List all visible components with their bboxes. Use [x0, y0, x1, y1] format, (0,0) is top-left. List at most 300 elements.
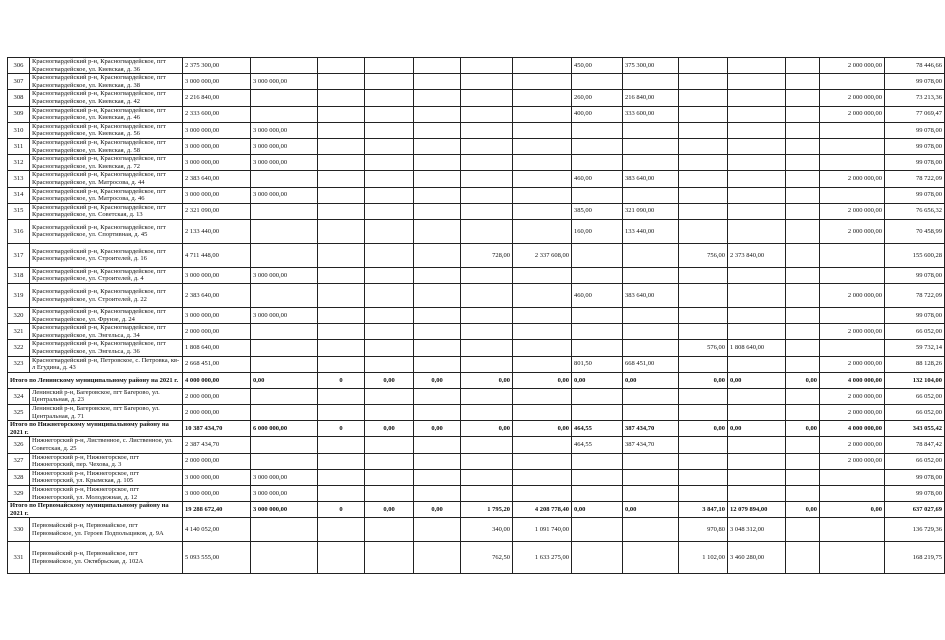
- cell-c7: 0,00: [572, 502, 623, 518]
- cell-c9: [679, 284, 728, 308]
- cell-c2b: [318, 58, 365, 74]
- cell-c12: [820, 138, 885, 154]
- cell-c8: [623, 308, 679, 324]
- cell-c1: 4 000 000,00: [183, 372, 251, 388]
- cell-c7: [572, 405, 623, 421]
- table-row: [8, 187, 945, 203]
- cell-c8: [623, 388, 679, 404]
- cell-c6: [513, 74, 572, 90]
- cell-c9: [679, 74, 728, 90]
- cell-c5: [461, 356, 513, 372]
- cell-c8: [623, 453, 679, 469]
- cell-c8: [623, 405, 679, 421]
- cell-c6: [513, 219, 572, 243]
- cell-c3: [365, 219, 414, 243]
- cell-c1: 3 000 000,00: [183, 138, 251, 154]
- cell-c8: [623, 542, 679, 574]
- cell-c12: 2 000 000,00: [820, 405, 885, 421]
- cell-c7: 450,00: [572, 58, 623, 74]
- cell-c1: 2 000 000,00: [183, 405, 251, 421]
- cell-c13: 155 600,28: [885, 243, 945, 267]
- total-label: Итого по Нижнегорскому муниципальному району на 2021 г.: [8, 421, 183, 437]
- cell-c13: 99 078,00: [885, 469, 945, 485]
- cell-c12: [820, 155, 885, 171]
- cell-c8: [623, 138, 679, 154]
- cell-c2: 0,00: [251, 372, 318, 388]
- cell-c2: 3 000 000,00: [251, 74, 318, 90]
- cell-c5: [461, 324, 513, 340]
- cell-c7: [572, 155, 623, 171]
- cell-c13: 99 078,00: [885, 122, 945, 138]
- cell-c11: [786, 388, 820, 404]
- cell-c7: [572, 74, 623, 90]
- cell-c2b: [318, 437, 365, 453]
- cell-c12: [820, 542, 885, 574]
- cell-c6: [513, 469, 572, 485]
- cell-c1: 19 288 672,40: [183, 502, 251, 518]
- cell-c3: [365, 203, 414, 219]
- cell-c11: [786, 284, 820, 308]
- table-row: [8, 90, 945, 106]
- cell-c12: [820, 243, 885, 267]
- cell-c3: [365, 324, 414, 340]
- cell-c6: 2 337 608,00: [513, 243, 572, 267]
- cell-c1: 2 375 300,00: [183, 58, 251, 74]
- cell-c10: [728, 485, 786, 501]
- cell-c5: 0,00: [461, 372, 513, 388]
- cell-c6: [513, 106, 572, 122]
- cell-c6: [513, 58, 572, 74]
- cell-c8: 0,00: [623, 502, 679, 518]
- cell-c12: [820, 74, 885, 90]
- cell-c1: 1 808 640,00: [183, 340, 251, 356]
- cell-c6: [513, 324, 572, 340]
- cell-c12: 2 000 000,00: [820, 203, 885, 219]
- cell-c2b: [318, 267, 365, 283]
- cell-c1: 2 333 600,00: [183, 106, 251, 122]
- cell-c5: 0,00: [461, 421, 513, 437]
- cell-c1: 2 668 451,00: [183, 356, 251, 372]
- cell-c2: [251, 356, 318, 372]
- cell-c3: [365, 284, 414, 308]
- cell-c13: 78 847,42: [885, 437, 945, 453]
- cell-c8: 387 434,70: [623, 421, 679, 437]
- cell-c8: [623, 485, 679, 501]
- cell-c4: 0,00: [414, 502, 461, 518]
- cell-c2b: [318, 324, 365, 340]
- cell-c3: [365, 388, 414, 404]
- cell-c2b: [318, 453, 365, 469]
- row-number: 309: [8, 106, 30, 122]
- cell-c13: 66 052,00: [885, 453, 945, 469]
- cell-c9: [679, 324, 728, 340]
- cell-c4: [414, 469, 461, 485]
- cell-c2b: [318, 90, 365, 106]
- table-row: [8, 171, 945, 187]
- row-number: 323: [8, 356, 30, 372]
- cell-c2b: 0: [318, 502, 365, 518]
- address-cell: Красногвардейский р-н, Красногвардейское, пгт Красногвардейское, ул. Строителей, д. 4: [30, 267, 183, 283]
- cell-c13: 99 078,00: [885, 485, 945, 501]
- cell-c9: 0,00: [679, 421, 728, 437]
- cell-c11: [786, 324, 820, 340]
- cell-c7: [572, 388, 623, 404]
- cell-c11: [786, 138, 820, 154]
- cell-c2b: [318, 356, 365, 372]
- cell-c11: [786, 155, 820, 171]
- row-number: 306: [8, 58, 30, 74]
- address-cell: Нижнегорский р-н, Нижнегорское, пгт Нижнегорский, пер. Чехова, д. 3: [30, 453, 183, 469]
- cell-c9: [679, 219, 728, 243]
- cell-c9: [679, 155, 728, 171]
- cell-c8: 375 300,00: [623, 58, 679, 74]
- cell-c13: 59 732,14: [885, 340, 945, 356]
- cell-c12: [820, 267, 885, 283]
- cell-c5: [461, 437, 513, 453]
- cell-c6: 1 091 740,00: [513, 518, 572, 542]
- table-row: [8, 203, 945, 219]
- cell-c12: 2 000 000,00: [820, 388, 885, 404]
- cell-c13: 637 027,69: [885, 502, 945, 518]
- cell-c5: [461, 58, 513, 74]
- cell-c10: [728, 90, 786, 106]
- cell-c8: 0,00: [623, 372, 679, 388]
- cell-c2b: [318, 187, 365, 203]
- cell-c2b: [318, 122, 365, 138]
- cell-c12: [820, 340, 885, 356]
- total-row: [8, 372, 945, 388]
- table-row: [8, 453, 945, 469]
- cell-c7: [572, 308, 623, 324]
- table-row: [8, 356, 945, 372]
- address-cell: Нижнегорский р-н, Лиственное, с. Лиственное, ул. Советская, д. 25: [30, 437, 183, 453]
- cell-c5: [461, 453, 513, 469]
- cell-c10: [728, 219, 786, 243]
- cell-c13: 66 052,00: [885, 388, 945, 404]
- address-cell: Красногвардейский р-н, Красногвардейское, пгт Красногвардейское, ул. Строителей, д. 16: [30, 243, 183, 267]
- cell-c10: [728, 453, 786, 469]
- cell-c7: [572, 243, 623, 267]
- row-number: 324: [8, 388, 30, 404]
- cell-c7: [572, 518, 623, 542]
- cell-c2b: [318, 518, 365, 542]
- cell-c11: [786, 437, 820, 453]
- cell-c1: 2 383 640,00: [183, 284, 251, 308]
- cell-c3: 0,00: [365, 502, 414, 518]
- cell-c10: [728, 308, 786, 324]
- table-row: [8, 518, 945, 542]
- cell-c3: [365, 138, 414, 154]
- address-cell: Красногвардейский р-н, Красногвардейское, пгт Красногвардейское, ул. Фрунзе, д. 24: [30, 308, 183, 324]
- row-number: 328: [8, 469, 30, 485]
- cell-c4: [414, 58, 461, 74]
- cell-c13: 88 128,26: [885, 356, 945, 372]
- cell-c12: 2 000 000,00: [820, 58, 885, 74]
- cell-c3: [365, 308, 414, 324]
- row-number: 318: [8, 267, 30, 283]
- cell-c9: [679, 308, 728, 324]
- cell-c3: [365, 437, 414, 453]
- cell-c3: [365, 90, 414, 106]
- address-cell: Красногвардейский р-н, Красногвардейское, пгт Красногвардейское, ул. Энгельса, д. 36: [30, 340, 183, 356]
- cell-c2b: [318, 308, 365, 324]
- table-row: [8, 405, 945, 421]
- cell-c2: 3 000 000,00: [251, 485, 318, 501]
- table-row: [8, 155, 945, 171]
- address-cell: Нижнегорский р-н, Нижнегорское, пгт Нижнегорский, ул. Молодежная, д. 12: [30, 485, 183, 501]
- cell-c11: 0,00: [786, 502, 820, 518]
- cell-c13: 73 213,36: [885, 90, 945, 106]
- cell-c11: [786, 453, 820, 469]
- row-number: 314: [8, 187, 30, 203]
- cell-c12: [820, 469, 885, 485]
- table-row: [8, 340, 945, 356]
- cell-c2b: [318, 243, 365, 267]
- cell-c9: [679, 453, 728, 469]
- cell-c2: 3 000 000,00: [251, 155, 318, 171]
- cell-c3: 0,00: [365, 372, 414, 388]
- cell-c10: 2 373 840,00: [728, 243, 786, 267]
- cell-c10: [728, 58, 786, 74]
- cell-c5: 340,00: [461, 518, 513, 542]
- cell-c1: 3 000 000,00: [183, 485, 251, 501]
- cell-c2: 3 000 000,00: [251, 187, 318, 203]
- table-row: [8, 308, 945, 324]
- cell-c9: [679, 388, 728, 404]
- address-cell: Красногвардейский р-н, Красногвардейское, пгт Красногвардейское, ул. Киевская, д. 42: [30, 90, 183, 106]
- cell-c5: [461, 155, 513, 171]
- cell-c8: [623, 243, 679, 267]
- cell-c2: 6 000 000,00: [251, 421, 318, 437]
- cell-c11: [786, 106, 820, 122]
- cell-c4: [414, 243, 461, 267]
- cell-c12: [820, 122, 885, 138]
- cell-c7: 464,55: [572, 437, 623, 453]
- row-number: 316: [8, 219, 30, 243]
- cell-c10: [728, 405, 786, 421]
- cell-c10: [728, 267, 786, 283]
- cell-c2: [251, 437, 318, 453]
- cell-c3: [365, 469, 414, 485]
- cell-c4: [414, 518, 461, 542]
- row-number: 320: [8, 308, 30, 324]
- cell-c3: [365, 122, 414, 138]
- cell-c7: [572, 122, 623, 138]
- row-number: 329: [8, 485, 30, 501]
- cell-c12: [820, 308, 885, 324]
- cell-c8: [623, 122, 679, 138]
- cell-c5: 762,50: [461, 542, 513, 574]
- cell-c11: [786, 356, 820, 372]
- cell-c9: [679, 469, 728, 485]
- cell-c3: [365, 267, 414, 283]
- cell-c2: [251, 340, 318, 356]
- cell-c2: 3 000 000,00: [251, 469, 318, 485]
- cell-c10: 0,00: [728, 421, 786, 437]
- cell-c6: [513, 356, 572, 372]
- cell-c12: [820, 485, 885, 501]
- cell-c3: [365, 453, 414, 469]
- cell-c6: [513, 122, 572, 138]
- address-cell: Красногвардейский р-н, Красногвардейское, пгт Красногвардейское, ул. Энгельса, д. 34: [30, 324, 183, 340]
- cell-c6: [513, 308, 572, 324]
- cell-c6: [513, 187, 572, 203]
- cell-c1: 2 321 090,00: [183, 203, 251, 219]
- cell-c4: 0,00: [414, 421, 461, 437]
- cell-c10: [728, 138, 786, 154]
- cell-c11: [786, 187, 820, 203]
- cell-c2: [251, 324, 318, 340]
- cell-c2: 3 000 000,00: [251, 267, 318, 283]
- cell-c1: 3 000 000,00: [183, 74, 251, 90]
- cell-c5: [461, 308, 513, 324]
- cell-c1: 3 000 000,00: [183, 187, 251, 203]
- cell-c12: 2 000 000,00: [820, 324, 885, 340]
- cell-c11: 0,00: [786, 372, 820, 388]
- cell-c8: 668 451,00: [623, 356, 679, 372]
- cell-c2b: 0: [318, 421, 365, 437]
- cell-c13: 78 446,66: [885, 58, 945, 74]
- cell-c5: [461, 106, 513, 122]
- cell-c10: 1 808 640,00: [728, 340, 786, 356]
- cell-c6: [513, 267, 572, 283]
- cell-c6: [513, 453, 572, 469]
- cell-c2b: [318, 138, 365, 154]
- cell-c5: [461, 122, 513, 138]
- cell-c8: [623, 469, 679, 485]
- cell-c3: [365, 155, 414, 171]
- cell-c11: [786, 58, 820, 74]
- address-cell: Первомайский р-н, Первомайское, пгт Первомайское, ул. Октябрьская, д. 102А: [30, 542, 183, 574]
- cell-c8: 383 640,00: [623, 171, 679, 187]
- cell-c4: [414, 284, 461, 308]
- table-row: [8, 267, 945, 283]
- cell-c5: [461, 284, 513, 308]
- cell-c4: [414, 308, 461, 324]
- address-cell: Красногвардейский р-н, Красногвардейское, пгт Красногвардейское, ул. Спортивная, д. 45: [30, 219, 183, 243]
- table-row: [8, 243, 945, 267]
- cell-c12: 2 000 000,00: [820, 106, 885, 122]
- cell-c7: 260,00: [572, 90, 623, 106]
- cell-c7: [572, 542, 623, 574]
- cell-c2: [251, 203, 318, 219]
- cell-c2b: [318, 542, 365, 574]
- cell-c10: [728, 171, 786, 187]
- cell-c12: 2 000 000,00: [820, 284, 885, 308]
- total-row: [8, 502, 945, 518]
- cell-c6: [513, 138, 572, 154]
- cell-c5: [461, 74, 513, 90]
- cell-c11: [786, 518, 820, 542]
- cell-c9: [679, 90, 728, 106]
- cell-c9: [679, 437, 728, 453]
- cell-c5: 728,00: [461, 243, 513, 267]
- cell-c5: [461, 187, 513, 203]
- cell-c3: [365, 106, 414, 122]
- cell-c11: [786, 308, 820, 324]
- cell-c13: 99 078,00: [885, 187, 945, 203]
- cell-c4: [414, 405, 461, 421]
- cell-c9: 970,80: [679, 518, 728, 542]
- cell-c9: [679, 122, 728, 138]
- cell-c2b: [318, 340, 365, 356]
- table-row: [8, 58, 945, 74]
- cell-c10: 0,00: [728, 372, 786, 388]
- cell-c10: [728, 106, 786, 122]
- cell-c7: 160,00: [572, 219, 623, 243]
- cell-c11: [786, 171, 820, 187]
- row-number: 327: [8, 453, 30, 469]
- cell-c7: 0,00: [572, 372, 623, 388]
- total-row: [8, 421, 945, 437]
- cell-c6: [513, 155, 572, 171]
- cell-c10: [728, 284, 786, 308]
- cell-c1: 5 093 555,00: [183, 542, 251, 574]
- cell-c13: 132 104,00: [885, 372, 945, 388]
- cell-c2: [251, 542, 318, 574]
- cell-c9: [679, 106, 728, 122]
- cell-c13: 168 219,75: [885, 542, 945, 574]
- cell-c2: [251, 453, 318, 469]
- cell-c12: 2 000 000,00: [820, 437, 885, 453]
- cell-c12: [820, 518, 885, 542]
- cell-c3: [365, 356, 414, 372]
- cell-c11: 0,00: [786, 421, 820, 437]
- cell-c4: [414, 453, 461, 469]
- cell-c4: [414, 542, 461, 574]
- row-number: 322: [8, 340, 30, 356]
- cell-c7: [572, 138, 623, 154]
- cell-c11: [786, 405, 820, 421]
- cell-c2b: [318, 284, 365, 308]
- cell-c2: [251, 106, 318, 122]
- cell-c7: 801,50: [572, 356, 623, 372]
- cell-c11: [786, 90, 820, 106]
- row-number: 310: [8, 122, 30, 138]
- table-row: [8, 219, 945, 243]
- table-row: [8, 324, 945, 340]
- cell-c7: 460,00: [572, 284, 623, 308]
- cell-c5: [461, 340, 513, 356]
- cell-c3: [365, 58, 414, 74]
- cell-c4: [414, 171, 461, 187]
- table-row: [8, 437, 945, 453]
- cell-c9: [679, 203, 728, 219]
- address-cell: Первомайский р-н, Первомайское, пгт Первомайское, ул. Героев Подпольщиков, д. 9А: [30, 518, 183, 542]
- cell-c7: 460,00: [572, 171, 623, 187]
- address-cell: Красногвардейский р-н, Красногвардейское, пгт Красногвардейское, ул. Киевская, д. 36: [30, 58, 183, 74]
- cell-c8: 383 640,00: [623, 284, 679, 308]
- cell-c1: 2 387 434,70: [183, 437, 251, 453]
- cell-c10: [728, 324, 786, 340]
- cell-c4: [414, 356, 461, 372]
- cell-c6: [513, 90, 572, 106]
- cell-c6: [513, 284, 572, 308]
- cell-c1: 2 216 840,00: [183, 90, 251, 106]
- cell-c3: [365, 542, 414, 574]
- cell-c4: [414, 437, 461, 453]
- cell-c1: 4 140 052,00: [183, 518, 251, 542]
- cell-c10: [728, 74, 786, 90]
- cell-c12: 2 000 000,00: [820, 219, 885, 243]
- cell-c9: 1 102,00: [679, 542, 728, 574]
- cell-c4: [414, 340, 461, 356]
- cell-c7: 400,00: [572, 106, 623, 122]
- cell-c1: 10 387 434,70: [183, 421, 251, 437]
- cell-c11: [786, 219, 820, 243]
- cell-c12: 0,00: [820, 502, 885, 518]
- address-cell: Ленинский р-н, Багеровское, пгт Багерово, ул. Центральная, д. 71: [30, 405, 183, 421]
